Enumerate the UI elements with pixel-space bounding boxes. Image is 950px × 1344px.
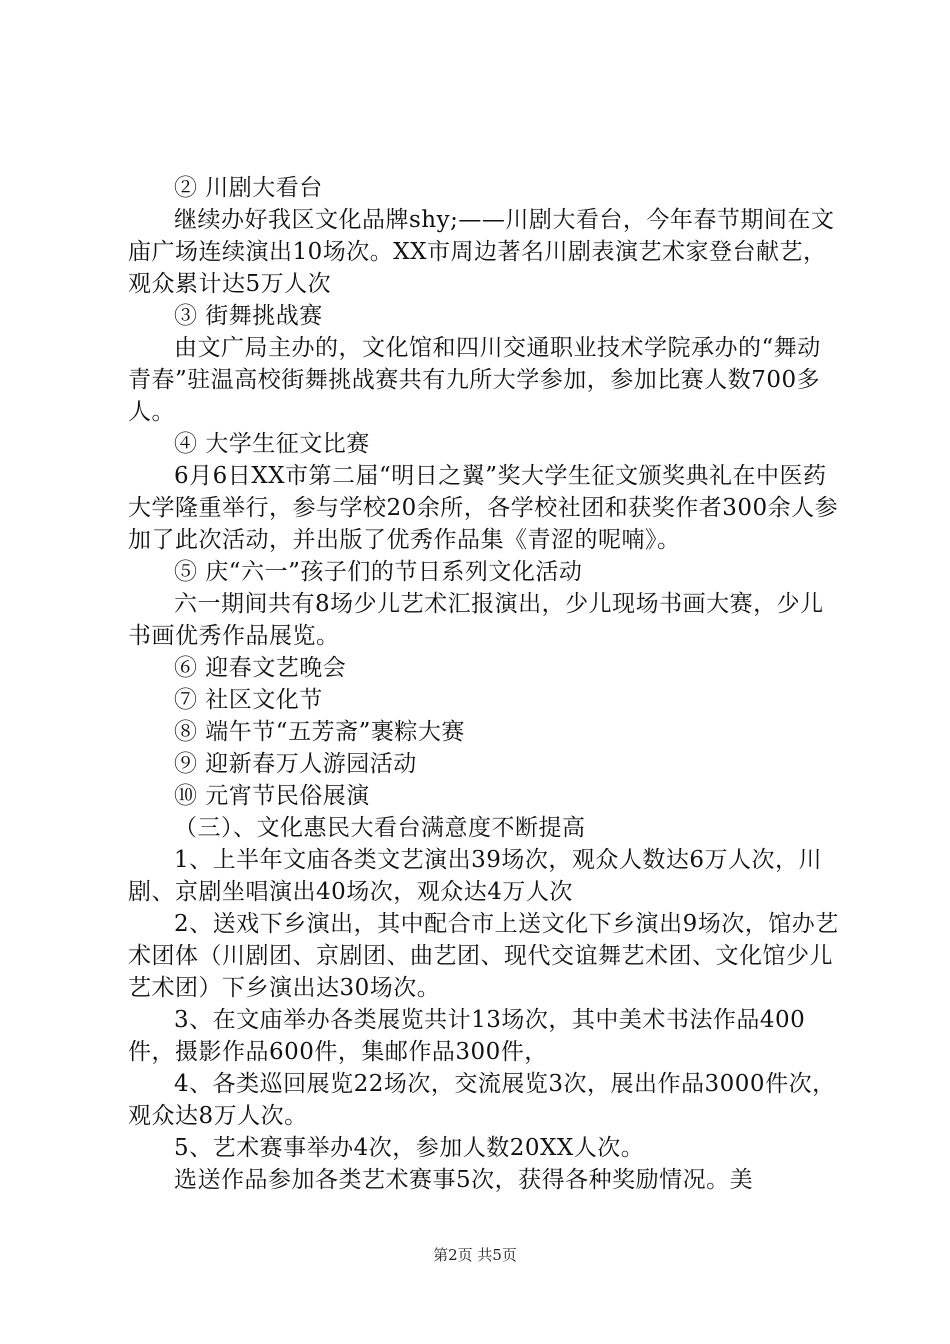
paragraph-street-dance: 由文广局主办的，文化馆和四川交通职业技术学院承办的“舞动青春”驻温高校街舞挑战赛共有九所大学参加，参加比赛人数700多人。 [128,335,821,425]
paragraph-item-1: 1、上半年文庙各类文艺演出39场次，观众人数达6万人次，川剧、京剧坐唱演出40场次，观众达4万人次 [128,847,823,905]
list-item-garden-party: ⑨ 迎新春万人游园活动 [174,751,417,777]
section-heading-sichuan-opera: ② 川剧大看台 [174,175,323,201]
paragraph-item-3: 3、在文庙举办各类展览共计13场次，其中美术书法作品400件，摄影作品600件，集邮作品300件， [128,1007,806,1065]
paragraph-item-4: 4、各类巡回展览22场次，交流展览3次，展出作品3000件次，观众达8万人次。 [128,1071,836,1129]
paragraph-sichuan-opera: 继续办好我区文化品牌shy;——川剧大看台，今年春节期间在文庙广场连续演出10场次。XX市周边著名川剧表演艺术家登台献艺，观众累计达5万人次 [128,207,835,297]
section-heading-street-dance: ③ 街舞挑战赛 [174,303,323,329]
paragraph-awards: 选送作品参加各类艺术赛事5次，获得各种奖励情况。美 [174,1167,754,1193]
section-heading-essay-contest: ④ 大学生征文比赛 [174,431,370,457]
paragraph-item-5: 5、艺术赛事举办4次，参加人数20XX人次。 [174,1135,645,1161]
document-body [128,172,840,1196]
list-item-community-festival: ⑦ 社区文化节 [174,687,323,713]
section-heading-satisfaction: （三）、文化惠民大看台满意度不断提高 [174,815,586,841]
paragraph-childrens-day: 六一期间共有8场少儿艺术汇报演出，少儿现场书画大赛，少儿书画优秀作品展览。 [128,591,824,649]
page-footer: 第2页 共5页 [433,1246,517,1264]
section-heading-childrens-day: ⑤ 庆“六一”孩子们的节日系列文化活动 [174,559,583,585]
paragraph-essay-contest: 6月6日XX市第二届“明日之翼”奖大学生征文颁奖典礼在中医药大学隆重举行，参与学校20余所，各学校社团和获奖作者300余人参加了此次活动，并出版了优秀作品集《青涩的呢喃》。 [128,463,839,553]
list-item-dragon-boat: ⑧ 端午节“五芳斋”裹粽大赛 [174,719,465,745]
list-item-lantern-festival: ⑩ 元宵节民俗展演 [174,783,370,809]
paragraph-item-2: 2、送戏下乡演出，其中配合市上送文化下乡演出9场次，馆办艺术团体（川剧团、京剧团、曲艺团、现代交谊舞艺术团、文化馆少儿艺术团）下乡演出达30场次。 [128,911,839,1001]
list-item-spring-gala: ⑥ 迎春文艺晚会 [174,655,347,681]
